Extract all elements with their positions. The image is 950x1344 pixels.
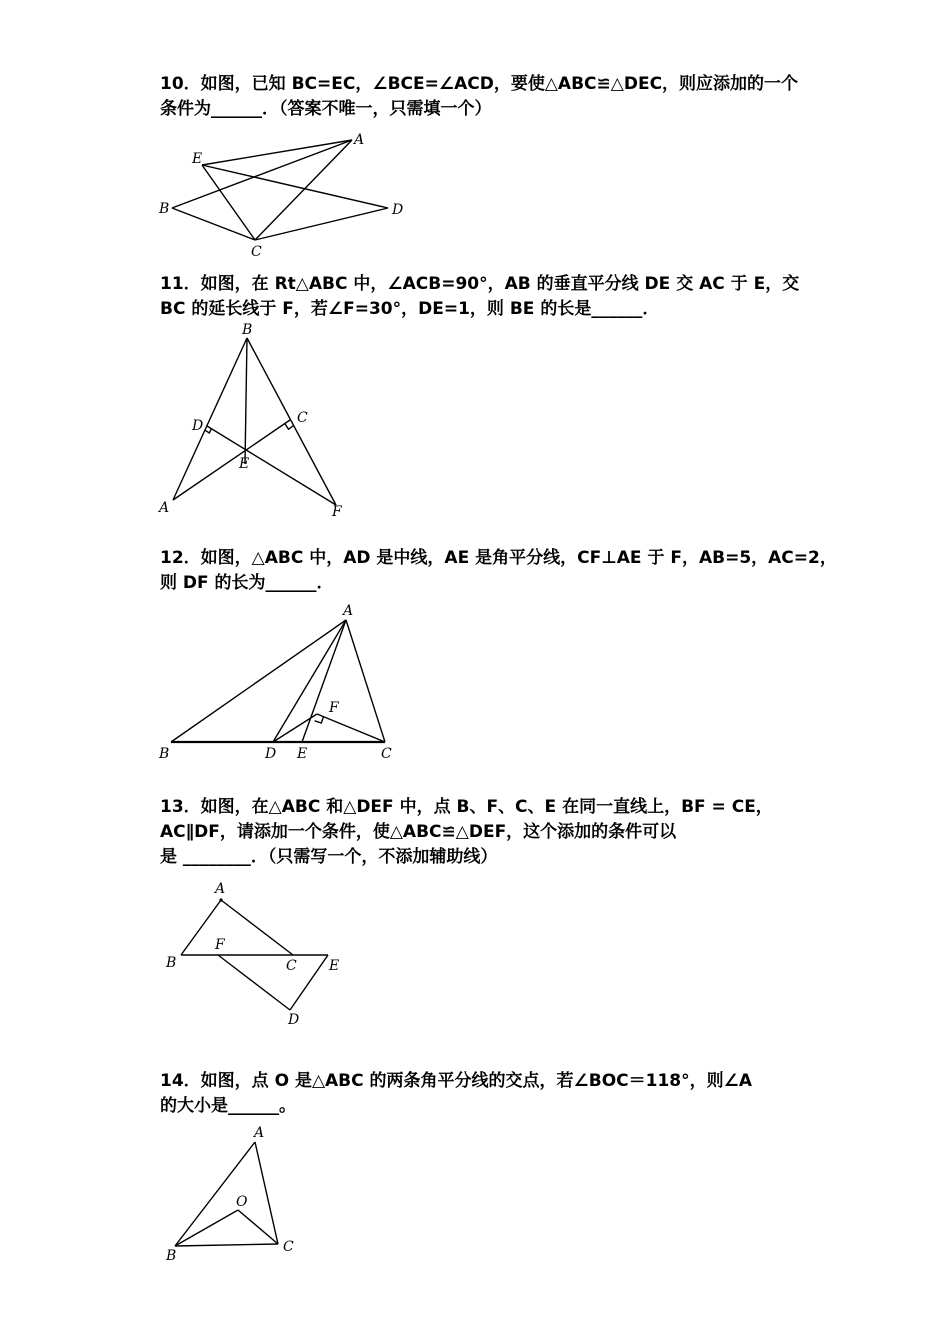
label-D: D xyxy=(265,746,277,762)
question-10-line-2: 条件为______．（答案不唯一，只需填一个） xyxy=(160,99,492,119)
label-F: F xyxy=(329,700,339,716)
segment-AC xyxy=(255,1142,278,1244)
label-C: C xyxy=(297,410,308,426)
label-C: C xyxy=(283,1239,294,1255)
question-13-line-2: AC∥DF，请添加一个条件，使△ABC≌△DEF，这个添加的条件可以 xyxy=(160,822,677,842)
segment-BC xyxy=(172,208,255,240)
segment-EA xyxy=(202,140,352,165)
question-10-line-1: 10．如图，已知 BC=EC，∠BCE=∠ACD，要使△ABC≌△DEC，则应添加的一个 xyxy=(160,74,799,94)
question-14 xyxy=(160,1069,800,1119)
label-C: C xyxy=(286,958,297,974)
label-A: A xyxy=(254,1125,265,1141)
segment-BF xyxy=(247,338,336,505)
question-11-line-2: BC 的延长线于 F，若∠F=30°，DE=1，则 BE 的长是______． xyxy=(160,299,660,319)
question-13-line-3: 是 ________．（只需写一个，不添加辅助线） xyxy=(160,847,498,867)
question-13-line-1: 13．如图，在△ABC 和△DEF 中，点 B、F、C、E 在同一直线上，BF = CE， xyxy=(160,797,773,817)
label-B: B xyxy=(159,746,170,762)
question-14-line-2: 的大小是______。 xyxy=(160,1096,296,1116)
segment-AD xyxy=(273,620,346,742)
label-E: E xyxy=(329,958,340,974)
label-D: D xyxy=(288,1012,300,1028)
segment-EC xyxy=(202,165,255,240)
segment-AC xyxy=(221,900,293,955)
question-11-line-1: 11．如图，在 Rt△ABC 中，∠ACB=90°，AB 的垂直平分线 DE 交 AC 于 E，交 xyxy=(160,274,800,294)
segment-BO xyxy=(175,1210,238,1246)
label-C: C xyxy=(251,244,262,260)
label-F: F xyxy=(215,937,225,953)
label-C: C xyxy=(381,746,392,762)
label-F: F xyxy=(332,504,342,520)
segment-BE xyxy=(245,338,247,464)
label-A: A xyxy=(215,881,226,897)
right-angle-mark-F xyxy=(315,716,324,723)
segment-FC xyxy=(317,714,385,742)
question-14-line-1: 14．如图，点 O 是△ABC 的两条角平分线的交点，若∠BOC＝118°，则∠A xyxy=(160,1071,753,1091)
segment-DF xyxy=(207,426,336,505)
segment-FD xyxy=(218,955,290,1010)
segment-AC xyxy=(346,620,385,742)
label-A: A xyxy=(343,603,354,619)
question-11 xyxy=(160,272,800,322)
figure-10 xyxy=(150,130,420,265)
segment-BC xyxy=(175,1244,278,1246)
label-D: D xyxy=(192,418,204,434)
label-B: B xyxy=(166,955,177,971)
segment-BA xyxy=(173,338,250,500)
segment-AB xyxy=(171,620,346,742)
point-A xyxy=(219,898,222,901)
label-A: A xyxy=(354,132,365,148)
label-B: B xyxy=(159,201,170,217)
figure-11 xyxy=(150,318,360,523)
label-E: E xyxy=(192,151,203,167)
question-10 xyxy=(160,72,800,122)
label-D: D xyxy=(392,202,404,218)
label-O: O xyxy=(236,1194,248,1210)
segment-DC xyxy=(255,208,388,240)
figure-12 xyxy=(150,598,410,768)
question-12-line-2: 则 DF 的长为______． xyxy=(160,573,334,593)
question-12-line-1: 12．如图，△ABC 中，AD 是中线，AE 是角平分线，CF⊥AE 于 F，AB=5，AC=2， xyxy=(160,548,837,568)
question-13 xyxy=(160,795,800,870)
label-A: A xyxy=(159,500,170,516)
segment-AC xyxy=(255,140,352,240)
label-B: B xyxy=(166,1248,177,1264)
figure-13 xyxy=(150,878,360,1030)
label-E: E xyxy=(239,456,250,472)
label-B: B xyxy=(242,322,253,338)
question-12 xyxy=(160,546,837,596)
segment-DF xyxy=(273,714,317,742)
figure-14 xyxy=(150,1120,330,1270)
label-E: E xyxy=(297,746,308,762)
